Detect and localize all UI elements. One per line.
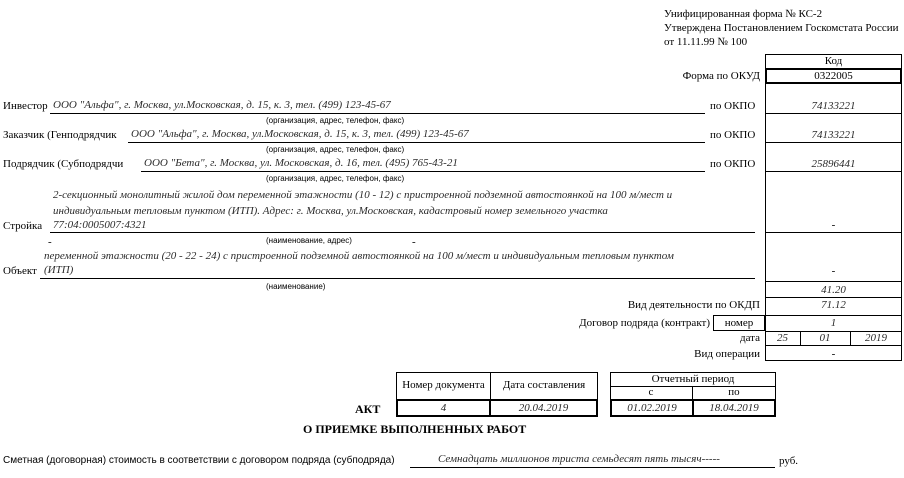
doc-number-value: 4 (440, 402, 447, 414)
cost-underline (410, 467, 775, 468)
object-code: - (831, 265, 836, 277)
code-title: Код (824, 55, 843, 67)
operation-value: - (831, 348, 836, 360)
cost-value: Семнадцать миллионов триста семьдесят пять тысяч----- (438, 453, 720, 465)
period-to-value: 18.04.2019 (709, 402, 759, 414)
investor-label: Инвестор (3, 100, 48, 112)
activity-value2: 71.12 (821, 299, 846, 311)
operation-label: Вид операции (694, 348, 760, 360)
construction-caption: (наименование, адрес) (266, 236, 352, 245)
investor-okpo-label: по ОКПО (710, 100, 756, 112)
customer-caption: (организация, адрес, телефон, факс) (266, 145, 405, 154)
contractor-underline (141, 171, 705, 172)
code-divider (765, 232, 902, 233)
period-from-value: 01.02.2019 (627, 402, 677, 414)
customer-okpo-value: 74133221 (811, 129, 856, 141)
construction-line3: 77:04:0005007:4321 (53, 219, 147, 231)
contract-label: Договор подряда (контракт) (579, 317, 710, 329)
okud-value: 0322005 (814, 70, 853, 82)
customer-value: ООО "Альфа", г. Москва, ул.Московская, д. 15, к. 3, тел. (499) 123-45-67 (131, 128, 469, 140)
period-from-label: с (648, 386, 654, 398)
form-title-line2: Утверждена Постановлением Госкомстата России (664, 22, 899, 34)
form-title-line3: от 11.11.99 № 100 (664, 36, 748, 48)
customer-underline (128, 142, 705, 143)
object-line1: переменной этажности (20 - 22 - 24) с пристроенной подземной автостоянкой на 100 м/мест и индивидуальным тепловым пунктом (44, 250, 674, 262)
okud-label: Форма по ОКУД (682, 70, 760, 82)
activity-label: Вид деятельности по ОКДП (627, 299, 760, 311)
investor-value: ООО "Альфа", г. Москва, ул.Московская, д. 15, к. 3, тел. (499) 123-45-67 (53, 99, 391, 111)
contract-year: 2019 (865, 332, 887, 344)
object-label: Объект (3, 265, 37, 277)
contract-number-label: номер (724, 317, 754, 329)
code-divider (765, 113, 902, 114)
code-divider (765, 315, 902, 316)
construction-code: - (831, 219, 836, 231)
contractor-okpo-label: по ОКПО (710, 158, 756, 170)
form-title-line1: Унифицированная форма № КС-2 (664, 8, 823, 20)
object-dash-left: - (48, 236, 52, 248)
contract-month: 01 (819, 332, 831, 344)
code-divider (765, 281, 902, 282)
customer-label: Заказчик (Генподрядчик (3, 129, 117, 141)
doc-date-value: 20.04.2019 (518, 402, 569, 414)
object-line2: (ИТП) (44, 264, 74, 276)
code-divider (765, 297, 902, 298)
object-dash-right: - (412, 236, 416, 248)
period-to-label: по (728, 386, 740, 398)
construction-underline (50, 232, 755, 233)
act-subtitle: О ПРИЕМКЕ ВЫПОЛНЕННЫХ РАБОТ (303, 422, 527, 436)
contract-day: 25 (777, 332, 788, 344)
cost-label: Сметная (договорная) стоимость в соответствии с договором подряда (субподряда) (3, 455, 395, 466)
cost-unit: руб. (779, 455, 799, 467)
activity-value1: 41.20 (821, 284, 846, 296)
investor-okpo-value: 74133221 (811, 100, 856, 112)
doc-date-header: Дата составления (502, 379, 586, 391)
contractor-label: Подрядчик (Субподрядчи (3, 158, 124, 170)
contractor-caption: (организация, адрес, телефон, факс) (266, 174, 405, 183)
construction-line1: 2-секционный монолитный жилой дом переменной этажности (10 - 12) с пристроенной подземной автостоянкой на 100 м/мест и (53, 189, 673, 201)
investor-caption: (организация, адрес, телефон, факс) (266, 116, 405, 125)
investor-underline (50, 113, 705, 114)
contract-number-value: 1 (830, 317, 837, 329)
construction-line2: индивидуальным тепловым пунктом (ИТП). Адрес: г. Москва, ул.Московская, кадастровый номер земельного участка (53, 205, 608, 217)
period-title: Отчетный период (651, 373, 735, 385)
object-caption: (наименование) (266, 282, 326, 291)
code-divider (765, 171, 902, 172)
contractor-value: ООО "Бета", г. Москва, ул. Московская, д. 16, тел. (495) 765-43-21 (144, 157, 458, 169)
code-divider (765, 142, 902, 143)
contractor-okpo-value: 25896441 (811, 158, 856, 170)
act-title: АКТ (355, 402, 381, 416)
object-underline (40, 278, 755, 279)
contract-date-label: дата (739, 332, 760, 344)
construction-label: Стройка (3, 220, 43, 232)
customer-okpo-label: по ОКПО (710, 129, 756, 141)
code-divider (765, 345, 902, 346)
doc-number-header: Номер документа (402, 379, 485, 391)
